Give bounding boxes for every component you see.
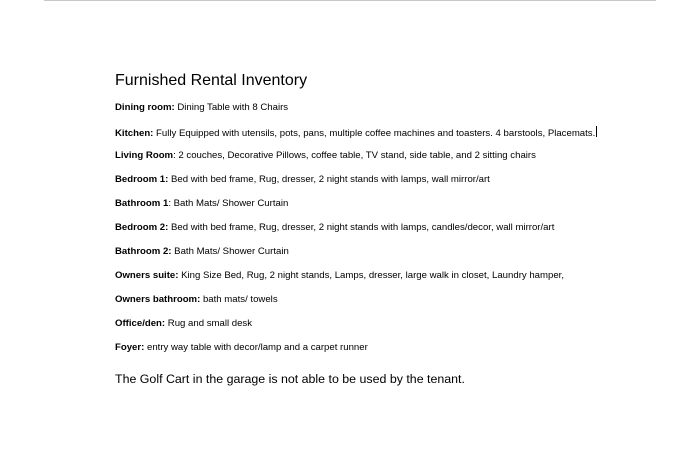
room-contents: Bath Mats/ Shower Curtain	[171, 246, 289, 257]
room-contents: Dining Table with 8 Chairs	[174, 102, 289, 113]
inventory-item-owners-bathroom[interactable]	[115, 294, 675, 306]
room-contents: entry way table with decor/lamp and a carpet runner	[144, 342, 368, 353]
room-label: Office/den:	[115, 318, 166, 329]
room-contents: Fully Equipped with utensils, pots, pans, multiple coffee machines and toasters. 4 barstools, Placemats.	[153, 128, 596, 139]
inventory-item-office-den[interactable]	[115, 318, 675, 330]
room-label: Bedroom 2:	[115, 222, 169, 233]
room-contents: bath mats/ towels	[200, 294, 278, 305]
inventory-item-foyer[interactable]	[115, 342, 675, 354]
room-label: Owners suite:	[115, 270, 179, 281]
room-label: Foyer:	[115, 342, 145, 353]
text-cursor	[596, 126, 597, 137]
inventory-item-bathroom-1[interactable]	[115, 198, 675, 210]
room-contents: King Size Bed, Rug, 2 night stands, Lamps, dresser, large walk in closet, Laundry hamper,	[178, 270, 565, 281]
room-label: Living Room	[115, 150, 174, 161]
room-label: Bathroom 2:	[115, 246, 172, 257]
room-label: Bedroom 1:	[115, 174, 169, 185]
page-top-border	[44, 0, 656, 1]
golf-cart-note[interactable]: The Golf Cart in the garage is not able to be used by the tenant.	[115, 372, 465, 386]
document-title[interactable]: Furnished Rental Inventory	[115, 72, 308, 89]
room-label: Kitchen:	[115, 128, 154, 139]
inventory-item-bedroom-2[interactable]	[115, 222, 675, 234]
room-label: Bathroom 1	[115, 198, 169, 209]
inventory-list	[115, 102, 675, 354]
document-page[interactable]	[115, 71, 675, 387]
room-contents: : Bath Mats/ Shower Curtain	[168, 198, 289, 209]
room-label: Dining room:	[115, 102, 175, 113]
inventory-item-bedroom-1[interactable]	[115, 174, 675, 186]
inventory-item-dining-room[interactable]	[115, 102, 675, 114]
inventory-item-bathroom-2[interactable]	[115, 246, 675, 258]
room-contents: Bed with bed frame, Rug, dresser, 2 night stands with lamps, candles/decor, wall mirror/art	[168, 222, 555, 233]
inventory-item-living-room[interactable]	[115, 150, 675, 162]
room-contents: : 2 couches, Decorative Pillows, coffee table, TV stand, side table, and 2 sitting chairs	[173, 150, 536, 161]
room-contents: Bed with bed frame, Rug, dresser, 2 night stands with lamps, wall mirror/art	[168, 174, 490, 185]
inventory-item-owners-suite[interactable]	[115, 270, 675, 282]
room-contents: Rug and small desk	[165, 318, 253, 329]
inventory-item-kitchen[interactable]	[115, 126, 675, 138]
room-label: Owners bathroom:	[115, 294, 201, 305]
